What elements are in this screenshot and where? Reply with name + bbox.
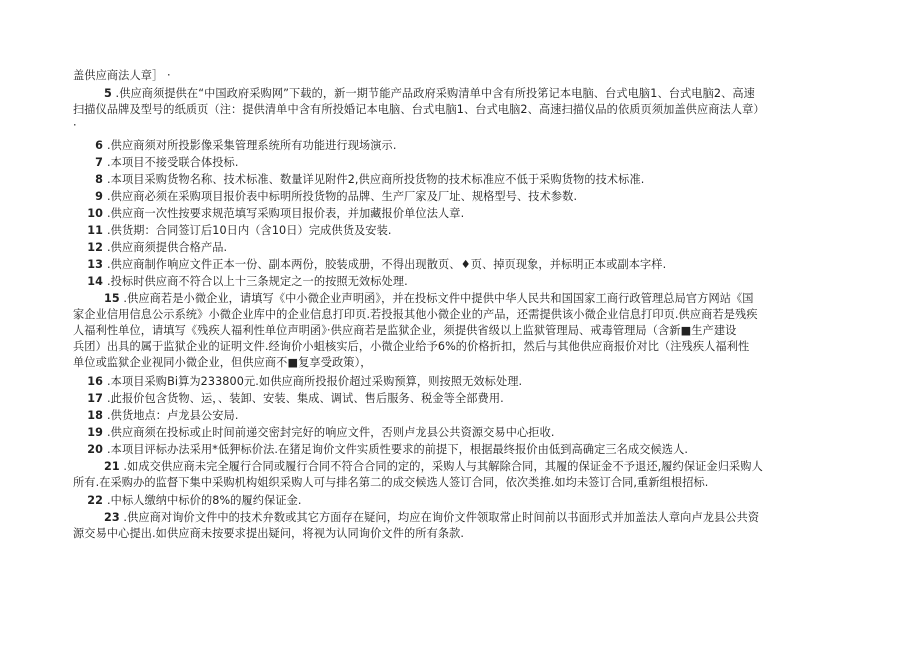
text-line: 盖供应商法人章］ · xyxy=(73,69,171,82)
clause-5: 5 .供应商须提供在“中国政府采购网”下载的，新一期节能产品政府采购清单中含有所投笫记本电脑、台式电脑1、台式电脑2、高速 xyxy=(104,87,755,100)
text-line: 兵团）出具的属于监狱企业的证明文件.经询价小蛆核实后，小微企业给予6%的价格折扣，然后与其他供应商报价对比（注残疾人福利性 xyxy=(73,340,750,353)
text-line: 单位或监狱企业视同小微企业，但供应商不■复享受政策）， xyxy=(73,356,372,369)
clause-23: 23 .供应商对询价文件中的技术弁数或其它方面存在疑问，均应在询价文件领取常止时间前以书面形式并加盖法人章向卢龙县公共资 xyxy=(104,511,760,524)
text-line: · xyxy=(73,119,77,132)
clause-19: 19 .供应商须在投标或止时间前递交密封完好的响应文件，否则卢龙县公共资源交易中心拒收. xyxy=(87,426,555,439)
clause-7: 7 .本项目不接受联合体投标. xyxy=(95,156,239,169)
text-line: 家企业信用信息公示系统》小微企业库中的企业信息打印页.若投报其他小微企业的产品，还需提供该小微企业信息打印页.供应商若是残疾 xyxy=(73,308,758,321)
clause-20: 20 .本项目评标办法采用*低狎标价法.在猪足询价文件实质性要求的前提下，根据最终报价由低到高确定三名成交候选人. xyxy=(87,443,689,456)
clause-12: 12 .供应商须提供合格产品. xyxy=(87,241,228,254)
clause-9: 9 .供应商必须在采购项目报价表中标明所投货物的品牌、生产厂家及厂址、规格型号、技术参数. xyxy=(95,190,578,203)
clause-14: 14 .投标时供应商不符合以上十三条规定之一的按照无效标处理. xyxy=(87,275,408,288)
clause-6: 6 .供应商须对所投影像采集管理系统所有功能进行现场演示. xyxy=(95,139,397,152)
clause-22: 22 .中标人缴纳中标价的8%的履约保证金. xyxy=(87,494,302,507)
clause-16: 16 .本项目采购Bi算为233800元.如供应商所投报价超过采购预算，则按照无效标处理. xyxy=(87,375,523,388)
clause-18: 18 .供货地点：卢龙县公安局. xyxy=(87,409,239,422)
text-line: 扫描仪品牌及型号的纸质页（注：提供清单中含有所投婚记本电脑、台式电脑1、台式电脑2、高速扫描仪品的依质页须加盖供应商法人章） xyxy=(73,103,765,116)
text-line: 人福利性单位，请填写《残疾人福利性单位声明函》·供应商若是监狱企业，须提供省级以上监狱管理局、戒毒管理局（含新■生产建设 xyxy=(73,324,737,337)
clause-11: 11 .供货期：合同签订后10日内（含10日）完成供货及安装. xyxy=(87,224,392,237)
clause-8: 8 .本项目采购货物名称、技术标准、数量详见附件2,供应商所投货物的技术标准应不低于采购货物的技术标准. xyxy=(95,173,645,186)
clause-17: 17 .此报价包含货物、运，、装卸、安装、集成、调试、售后服务、税金等全部费用. xyxy=(87,392,504,405)
clause-15: 15 .供应商若是小微企业，请填写《中小微企业声明函》，并在投标文件中提供中华人民共和国国家工商行政管理总局官方网站《国 xyxy=(104,292,754,305)
clause-13: 13 .供应商制作响应文件正本一份、副本两份，胶装成册，不得出现散页、♦页、掉页现象，并标明正本或副本字样. xyxy=(87,258,667,271)
text-line: 源交易中心提出.如供应商未按要求提出疑问，将视为认同询价文件的所有条款. xyxy=(73,527,465,540)
clause-21: 21 .如成交供应商未完全履行合同或履行合同不符合合同的定的，采购人与其解除合同，其履的保证金不予退还,履约保证金归采购人 xyxy=(104,460,763,473)
text-line: 所有.在采购办的监督下集中采购机构姐织采购人可与排名第二的成交候选人签订合同，依次类推.如均未签订合同,重新组根招标. xyxy=(73,476,709,489)
clause-10: 10 .供应商一次性按要求规范填写采购项目报价表，并加藏报价单位法人章. xyxy=(87,207,465,220)
